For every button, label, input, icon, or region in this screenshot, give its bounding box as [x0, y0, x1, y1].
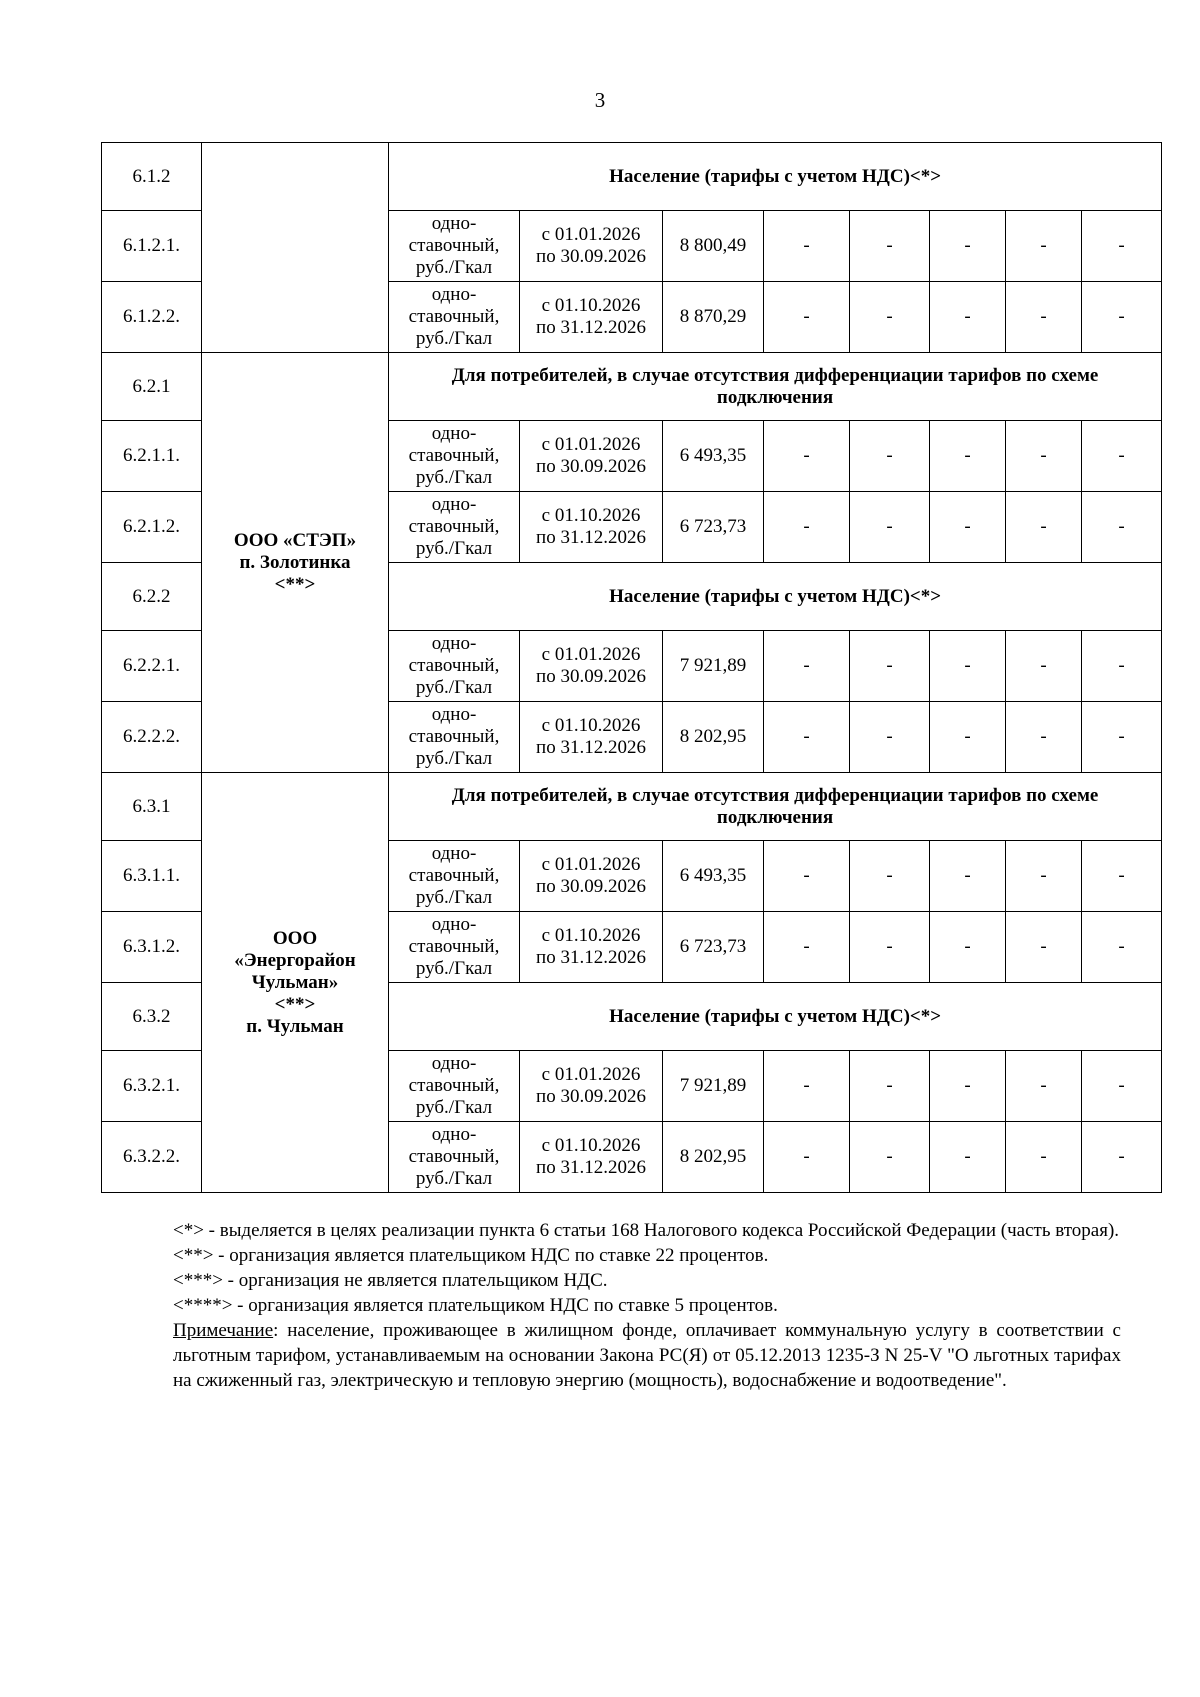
period: с 01.10.2026 по 31.12.2026 — [520, 912, 663, 983]
rate-type: одно- ставочный, руб./Гкал — [389, 912, 520, 983]
tariff-value: 7 921,89 — [663, 631, 764, 702]
section-header: Для потребителей, в случае отсутствия дифференциации тарифов по схеме подключения — [389, 353, 1162, 421]
tariff-value: 6 723,73 — [663, 492, 764, 563]
period: с 01.10.2026 по 31.12.2026 — [520, 282, 663, 353]
rate-type: одно- ставочный, руб./Гкал — [389, 631, 520, 702]
empty-value: - — [1082, 631, 1162, 702]
empty-value: - — [850, 702, 930, 773]
row-number: 6.1.2.1. — [102, 211, 202, 282]
empty-value: - — [764, 1051, 850, 1122]
empty-value: - — [1082, 1122, 1162, 1193]
row-number: 6.2.2.1. — [102, 631, 202, 702]
empty-value: - — [850, 421, 930, 492]
period: с 01.01.2026 по 30.09.2026 — [520, 631, 663, 702]
rate-type: одно- ставочный, руб./Гкал — [389, 1051, 520, 1122]
empty-value: - — [1006, 492, 1082, 563]
empty-value: - — [930, 841, 1006, 912]
empty-value: - — [930, 282, 1006, 353]
empty-value: - — [764, 421, 850, 492]
section-row — [102, 143, 1162, 211]
tariff-value: 6 493,35 — [663, 841, 764, 912]
period: с 01.01.2026 по 30.09.2026 — [520, 421, 663, 492]
page-number: 3 — [594, 88, 606, 112]
row-number: 6.2.1 — [102, 353, 202, 421]
rate-type: одно- ставочный, руб./Гкал — [389, 702, 520, 773]
empty-value: - — [764, 841, 850, 912]
organization-name: ООО «СТЭП» п. Золотинка <**> — [202, 353, 389, 773]
row-number: 6.3.2.1. — [102, 1051, 202, 1122]
empty-value: - — [764, 1122, 850, 1193]
empty-value: - — [850, 492, 930, 563]
empty-value: - — [850, 1122, 930, 1193]
empty-value: - — [1006, 211, 1082, 282]
footnote-vat-note: <*> - выделяется в целях реализации пункта 6 статьи 168 Налогового кодекса Российской Федерации (часть вторая). — [173, 1220, 1120, 1241]
period: с 01.10.2026 по 31.12.2026 — [520, 702, 663, 773]
empty-value: - — [1006, 421, 1082, 492]
tariff-value: 6 493,35 — [663, 421, 764, 492]
empty-value: - — [1082, 282, 1162, 353]
row-number: 6.1.2.2. — [102, 282, 202, 353]
empty-value: - — [1006, 282, 1082, 353]
row-number: 6.2.2.2. — [102, 702, 202, 773]
row-number: 6.3.2 — [102, 983, 202, 1051]
row-number: 6.3.1 — [102, 773, 202, 841]
empty-value: - — [930, 421, 1006, 492]
empty-value: - — [764, 702, 850, 773]
empty-value: - — [930, 1051, 1006, 1122]
empty-value: - — [1006, 1051, 1082, 1122]
period: с 01.10.2026 по 31.12.2026 — [520, 492, 663, 563]
empty-value: - — [850, 211, 930, 282]
tariff-value: 8 202,95 — [663, 1122, 764, 1193]
empty-value: - — [764, 631, 850, 702]
rate-type: одно- ставочный, руб./Гкал — [389, 211, 520, 282]
empty-value: - — [850, 1051, 930, 1122]
empty-value: - — [1082, 841, 1162, 912]
empty-value: - — [930, 211, 1006, 282]
period: с 01.01.2026 по 30.09.2026 — [520, 1051, 663, 1122]
empty-value: - — [764, 912, 850, 983]
section-row — [102, 773, 1162, 841]
rate-type: одно- ставочный, руб./Гкал — [389, 492, 520, 563]
empty-value: - — [1082, 492, 1162, 563]
row-number: 6.2.2 — [102, 563, 202, 631]
empty-value: - — [1082, 421, 1162, 492]
period: с 01.10.2026 по 31.12.2026 — [520, 1122, 663, 1193]
empty-value: - — [1006, 702, 1082, 773]
empty-value: - — [1006, 631, 1082, 702]
row-number: 6.3.1.2. — [102, 912, 202, 983]
empty-value: - — [764, 282, 850, 353]
footnotes — [173, 1218, 1121, 1393]
empty-value: - — [1082, 1051, 1162, 1122]
empty-value: - — [850, 282, 930, 353]
rate-type: одно- ставочный, руб./Гкал — [389, 1122, 520, 1193]
rate-type: одно- ставочный, руб./Гкал — [389, 841, 520, 912]
tariff-value: 6 723,73 — [663, 912, 764, 983]
footnote-vat-5: <****> - организация является плательщиком НДС по ставке 5 процентов. — [173, 1295, 778, 1316]
empty-value: - — [764, 211, 850, 282]
row-number: 6.2.1.2. — [102, 492, 202, 563]
remark-text: : население, проживающее в жилищном фонде, оплачивает коммунальную услугу в соответствии с льготным тарифом, устанавливаемым на основании Закона РС(Я) от 05.12.2013 1235-З N 25-V "О льготных тарифах на сжиженный газ, электрическую и тепловую энергию (мощность), водоснабжение и водоотведение". — [173, 1320, 1121, 1391]
period: с 01.01.2026 по 30.09.2026 — [520, 211, 663, 282]
empty-value: - — [1006, 1122, 1082, 1193]
row-number: 6.3.2.2. — [102, 1122, 202, 1193]
organization-name: ООО «Энергорайон Чульман» <**> п. Чульман — [202, 773, 389, 1193]
empty-value: - — [1082, 912, 1162, 983]
section-header: Население (тарифы с учетом НДС)<*> — [389, 143, 1162, 211]
empty-value: - — [930, 702, 1006, 773]
empty-value: - — [930, 1122, 1006, 1193]
tariff-value: 7 921,89 — [663, 1051, 764, 1122]
section-header: Население (тарифы с учетом НДС)<*> — [389, 983, 1162, 1051]
footnote-no-vat: <***> - организация не является плательщиком НДС. — [173, 1270, 608, 1291]
empty-value: - — [930, 631, 1006, 702]
tariff-value: 8 870,29 — [663, 282, 764, 353]
empty-value: - — [764, 492, 850, 563]
empty-value: - — [850, 912, 930, 983]
empty-value: - — [850, 631, 930, 702]
row-number: 6.3.1.1. — [102, 841, 202, 912]
section-row — [102, 353, 1162, 421]
empty-value: - — [1082, 702, 1162, 773]
empty-value: - — [1006, 841, 1082, 912]
tariff-table — [101, 142, 1162, 1193]
remark-label: Примечание — [173, 1320, 274, 1341]
empty-value: - — [1082, 211, 1162, 282]
tariff-value: 8 202,95 — [663, 702, 764, 773]
empty-value: - — [850, 841, 930, 912]
section-header: Для потребителей, в случае отсутствия дифференциации тарифов по схеме подключения — [389, 773, 1162, 841]
empty-value: - — [1006, 912, 1082, 983]
tariff-value: 8 800,49 — [663, 211, 764, 282]
row-number: 6.1.2 — [102, 143, 202, 211]
period: с 01.01.2026 по 30.09.2026 — [520, 841, 663, 912]
rate-type: одно- ставочный, руб./Гкал — [389, 421, 520, 492]
empty-value: - — [930, 492, 1006, 563]
row-number: 6.2.1.1. — [102, 421, 202, 492]
remark — [173, 1318, 1121, 1393]
organization-cell — [202, 143, 389, 353]
empty-value: - — [930, 912, 1006, 983]
section-header: Население (тарифы с учетом НДС)<*> — [389, 563, 1162, 631]
rate-type: одно- ставочный, руб./Гкал — [389, 282, 520, 353]
footnote-vat-22: <**> - организация является плательщиком НДС по ставке 22 процентов. — [173, 1245, 769, 1266]
